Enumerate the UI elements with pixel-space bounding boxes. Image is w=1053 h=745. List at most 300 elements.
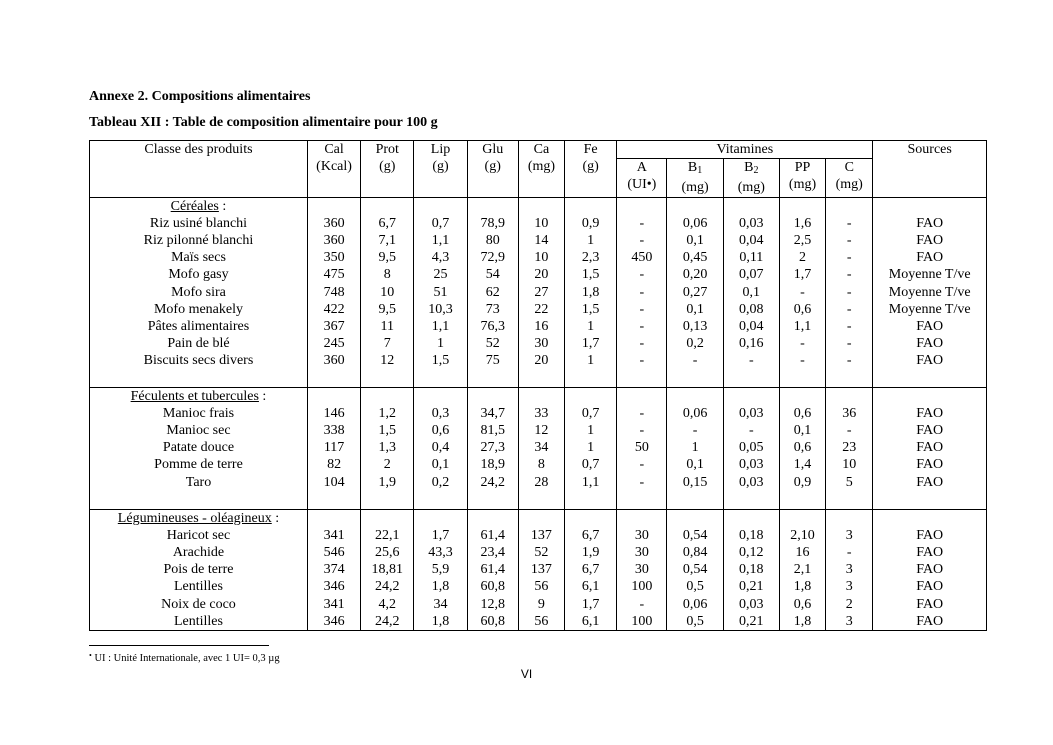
column-ca [518,509,564,630]
column-fe [565,509,617,630]
value-ca: 137 [530,527,552,543]
value-a: - [639,405,645,421]
value-b2: 0,11 [739,250,764,266]
value-glu: 52 [485,336,500,352]
product-name: Biscuits secs divers [143,353,254,369]
category-spacer [414,198,466,215]
product-name: Arachide [172,544,225,560]
value-fe: 0,7 [581,457,600,473]
column-c [826,509,873,630]
value-prot: 25,6 [375,544,400,560]
section-2 [90,509,987,630]
value-ca: 20 [534,353,549,369]
value-a: 30 [634,562,649,578]
column-a [617,387,667,509]
value-lip: 0,3 [431,405,450,421]
value-b2: 0,03 [739,215,764,231]
column-lip [414,197,467,387]
column-cal [307,197,360,387]
header-vit-pp: PP (mg) [779,159,825,197]
category-spacer [361,510,413,527]
value-cal: 360 [323,232,345,248]
column-lip [414,387,467,509]
value-pp: - [800,336,805,352]
value-source: FAO [916,596,944,612]
product-name: Pain de blé [167,336,230,352]
category-spacer [519,388,564,405]
value-a: - [639,284,645,300]
value-fe: 1,5 [581,267,600,283]
category-spacer [780,388,825,405]
category-spacer [780,198,825,215]
value-source: FAO [916,422,944,438]
value-lip: 25 [433,267,448,283]
value-c: - [846,353,852,369]
value-fe: 6,1 [581,579,600,595]
value-lip: 1,8 [431,579,450,595]
value-source: FAO [916,318,944,334]
column-a [617,197,667,387]
value-cal: 360 [323,215,345,231]
value-source: FAO [916,474,944,490]
category-heading: Féculents et tubercules : [130,388,267,404]
column-c [826,387,873,509]
value-prot: 11 [380,318,395,334]
value-cal: 117 [323,440,345,456]
value-prot: 9,5 [378,301,397,317]
value-fe: 1,7 [581,596,600,612]
value-lip: 1,1 [431,232,450,248]
value-c: - [846,422,852,438]
product-name: Lentilles [173,613,223,629]
category-spacer [873,388,986,405]
value-prot: 1,2 [378,405,397,421]
category-spacer [667,388,722,405]
category-spacer [724,388,779,405]
value-c: 3 [845,613,853,629]
value-b1: 0,15 [682,474,708,490]
value-b2: 0,03 [739,457,764,473]
value-glu: 54 [485,267,500,283]
value-b1: 0,54 [682,562,708,578]
value-pp: 2,10 [790,527,815,543]
value-c: - [846,250,852,266]
column-source [873,509,987,630]
value-ca: 34 [534,440,549,456]
value-prot: 24,2 [375,579,400,595]
value-source: FAO [916,579,944,595]
value-source: FAO [916,544,944,560]
value-glu: 34,7 [480,405,505,421]
value-lip: 43,3 [428,544,453,560]
composition-table [89,140,987,631]
value-lip: 1,1 [431,318,450,334]
value-ca: 10 [534,215,549,231]
value-b2: 0,07 [739,267,764,283]
column-prot [361,509,414,630]
value-glu: 24,2 [480,474,505,490]
value-lip: 1 [437,336,444,352]
value-c: - [846,215,852,231]
value-lip: 0,1 [431,457,450,473]
value-b2: 0,03 [739,474,764,490]
value-c: 3 [845,579,853,595]
column-pp [779,197,825,387]
value-cal: 245 [323,336,345,352]
header-vitamines: Vitamines [617,141,873,159]
column-prot [361,387,414,509]
value-ca: 30 [534,336,549,352]
product-name: Taro [185,474,212,490]
value-prot: 18,81 [371,562,404,578]
value-a: - [639,336,645,352]
value-ca: 33 [534,405,549,421]
column-c [826,197,873,387]
category-spacer [667,510,722,527]
value-b1: - [692,353,698,369]
value-lip: 0,7 [431,215,450,231]
value-c: 3 [845,562,853,578]
value-c: - [846,336,852,352]
value-c: 10 [842,457,857,473]
value-pp: 2,5 [793,232,812,248]
value-source: FAO [916,527,944,543]
value-source: Moyenne T/ve [888,301,971,317]
category-heading: Légumineuses - oléagineux : [117,510,280,526]
value-fe: 1,1 [581,474,600,490]
value-fe: 0,9 [581,215,600,231]
column-fe [565,197,617,387]
value-b2: 0,04 [739,318,764,334]
value-c: - [846,318,852,334]
category-spacer [565,198,616,215]
value-pp: 0,1 [793,422,812,438]
column-cal [307,387,360,509]
column-lip [414,509,467,630]
value-a: 30 [634,544,649,560]
product-name: Manioc frais [162,405,235,421]
column-fe [565,387,617,509]
column-pp [779,509,825,630]
value-lip: 1,5 [431,353,450,369]
value-b1: 0,1 [686,301,704,317]
value-b1: 0,5 [686,613,704,629]
value-prot: 6,7 [378,215,397,231]
value-ca: 28 [534,474,549,490]
value-a: - [639,422,645,438]
header-sources: Sources [873,141,987,198]
value-a: 100 [631,613,653,629]
value-source: Moyenne T/ve [888,284,971,300]
value-prot: 1,9 [378,474,397,490]
value-fe: 1 [587,422,595,438]
product-name: Pomme de terre [154,457,243,473]
value-cal: 104 [323,474,345,490]
value-pp: 1,7 [793,267,812,283]
value-glu: 62 [485,284,500,300]
category-spacer [308,510,360,527]
value-pp: - [800,284,805,300]
category-spacer [826,510,872,527]
value-b2: 0,1 [742,284,761,300]
value-cal: 82 [327,457,342,473]
value-b2: 0,08 [739,301,764,317]
value-a: - [639,474,645,490]
value-cal: 546 [323,544,345,560]
category-spacer [724,198,779,215]
header-vit-a: A (UI•) [617,159,667,197]
product-name: Riz usiné blanchi [149,215,248,231]
header-col-lip: Lip (g) [414,141,467,198]
value-glu: 76,3 [480,318,505,334]
value-pp: 1,8 [793,579,812,595]
value-glu: 72,9 [480,250,505,266]
value-glu: 60,8 [480,613,505,629]
value-cal: 146 [323,405,345,421]
value-glu: 73 [485,301,500,317]
product-name: Pois de terre [163,562,234,578]
value-c: - [846,544,852,560]
column-source [873,387,987,509]
product-name: Maïs secs [171,250,226,266]
page-number: VI [520,667,533,681]
value-source: FAO [916,440,944,456]
header-row [90,141,987,159]
value-prot: 22,1 [375,527,400,543]
value-a: 50 [634,440,649,456]
value-pp: 0,6 [793,596,812,612]
category-spacer [873,198,986,215]
value-prot: 4,2 [378,596,397,612]
value-b2: 0,21 [739,613,764,629]
value-source: FAO [916,232,944,248]
header-col-ca: Ca (mg) [518,141,564,198]
value-pp: 0,6 [793,440,812,456]
column-ca [518,197,564,387]
column-b1 [667,387,723,509]
value-fe: 1,5 [581,301,600,317]
value-pp: 16 [795,544,810,560]
value-a: - [639,457,645,473]
header-vit-b1: $B_1$ (mg) [667,159,723,197]
value-cal: 748 [323,284,345,300]
value-b1: 0,45 [682,250,708,266]
category-spacer [468,510,518,527]
value-b2: 0,12 [739,544,764,560]
value-pp: 2 [799,250,807,266]
value-ca: 137 [530,562,552,578]
value-b2: - [748,353,754,369]
category-spacer [361,388,413,405]
value-cal: 346 [323,579,345,595]
annex-title: Annexe 2. Compositions alimentaires [89,89,311,104]
value-lip: 0,2 [431,474,450,490]
column-source [873,197,987,387]
value-fe: 1 [587,232,595,248]
value-prot: 7 [383,336,391,352]
value-b2: 0,03 [739,596,764,612]
category-spacer [826,198,872,215]
section-0 [90,197,987,387]
value-a: - [639,267,645,283]
value-b1: 0,84 [682,544,708,560]
product-name: Mofo gasy [168,267,229,283]
value-prot: 24,2 [375,613,400,629]
value-b1: 0,06 [682,596,708,612]
value-lip: 51 [433,284,448,300]
value-glu: 18,9 [480,457,505,473]
category-spacer [724,510,779,527]
value-c: - [846,232,852,248]
header-vit-c: C (mg) [826,159,873,197]
value-ca: 10 [534,250,549,266]
value-b1: 0,1 [686,457,704,473]
value-fe: 6,1 [581,613,600,629]
value-c: - [846,284,852,300]
value-b2: 0,21 [739,579,764,595]
value-b1: 0,06 [682,215,708,231]
column-cal [307,509,360,630]
category-spacer [414,510,466,527]
product-name: Mofo menakely [153,301,243,317]
value-ca: 22 [534,301,549,317]
value-prot: 8 [383,267,391,283]
value-a: - [639,318,645,334]
value-c: 23 [842,440,857,456]
value-b1: 0,27 [682,284,708,300]
value-source: FAO [916,405,944,421]
value-source: FAO [916,250,944,266]
value-glu: 61,4 [480,562,505,578]
value-ca: 14 [534,232,549,248]
value-cal: 346 [323,613,345,629]
column-b2 [723,387,779,509]
category-spacer [780,510,825,527]
column-glu [467,387,518,509]
value-source: FAO [916,336,944,352]
value-prot: 7,1 [378,232,397,248]
value-c: - [846,267,852,283]
value-source: Moyenne T/ve [888,267,971,283]
value-cal: 422 [323,301,345,317]
value-prot: 2 [383,457,391,473]
value-ca: 27 [534,284,549,300]
value-fe: 1,8 [581,284,600,300]
column-ca [518,387,564,509]
value-cal: 360 [323,353,345,369]
value-fe: 1 [587,353,595,369]
value-glu: 80 [485,232,500,248]
value-pp: 0,9 [793,474,812,490]
column-b1 [667,197,723,387]
value-a: 30 [634,527,649,543]
column-glu [467,509,518,630]
value-glu: 23,4 [480,544,505,560]
column-pp [779,387,825,509]
value-b2: 0,18 [739,562,764,578]
value-lip: 0,4 [431,440,450,456]
value-pp: 1,8 [793,613,812,629]
value-cal: 341 [323,596,345,612]
table-title: Tableau XII : Table de composition alimentaire pour 100 g [89,115,438,130]
product-name: Riz pilonné blanchi [143,232,254,248]
value-b2: 0,05 [739,440,764,456]
category-spacer [519,198,564,215]
value-cal: 350 [323,250,345,266]
header-col-prot: Prot (g) [361,141,414,198]
category-heading: Céréales : [170,198,227,214]
value-glu: 75 [485,353,500,369]
column-glu [467,197,518,387]
value-a: 100 [631,579,653,595]
value-c: 5 [845,474,853,490]
category-spacer [826,388,872,405]
category-spacer [308,198,360,215]
section-1 [90,387,987,509]
value-fe: 1 [587,318,595,334]
value-b1: 1 [691,440,699,456]
category-spacer [617,198,666,215]
footnote-marker: • [89,651,92,660]
value-pp: 1,4 [793,457,812,473]
value-lip: 34 [433,596,448,612]
value-b2: 0,03 [739,405,764,421]
value-pp: 0,6 [793,405,812,421]
product-names [90,387,308,509]
category-spacer [565,388,616,405]
value-source: FAO [916,353,944,369]
value-ca: 8 [537,457,545,473]
value-b1: 0,5 [686,579,704,595]
value-pp: - [800,353,805,369]
value-ca: 16 [534,318,549,334]
value-prot: 1,5 [378,422,397,438]
value-ca: 56 [534,579,549,595]
value-a: - [639,353,645,369]
value-ca: 56 [534,613,549,629]
category-spacer [308,388,360,405]
value-pp: 1,6 [793,215,812,231]
value-fe: 1 [587,440,595,456]
value-b1: 0,1 [686,232,704,248]
column-prot [361,197,414,387]
category-spacer [519,510,564,527]
value-fe: 1,7 [581,336,600,352]
category-spacer [617,510,666,527]
column-b1 [667,509,723,630]
header-col-glu: Glu (g) [467,141,518,198]
value-b2: 0,18 [739,527,764,543]
header-classe: Classe des produits [90,141,308,198]
value-cal: 475 [323,267,345,283]
footnote-separator [89,645,269,646]
value-c: 2 [845,596,853,612]
value-a: 450 [631,250,653,266]
value-ca: 20 [534,267,549,283]
value-b1: 0,20 [682,267,708,283]
value-lip: 1,8 [431,613,450,629]
value-ca: 12 [534,422,549,438]
value-cal: 341 [323,527,345,543]
product-name: Patate douce [162,440,235,456]
category-spacer [361,198,413,215]
category-spacer [565,510,616,527]
value-fe: 0,7 [581,405,600,421]
value-b1: 0,13 [682,318,708,334]
product-name: Manioc sec [166,422,231,438]
value-source: FAO [916,457,944,473]
product-names [90,509,308,630]
